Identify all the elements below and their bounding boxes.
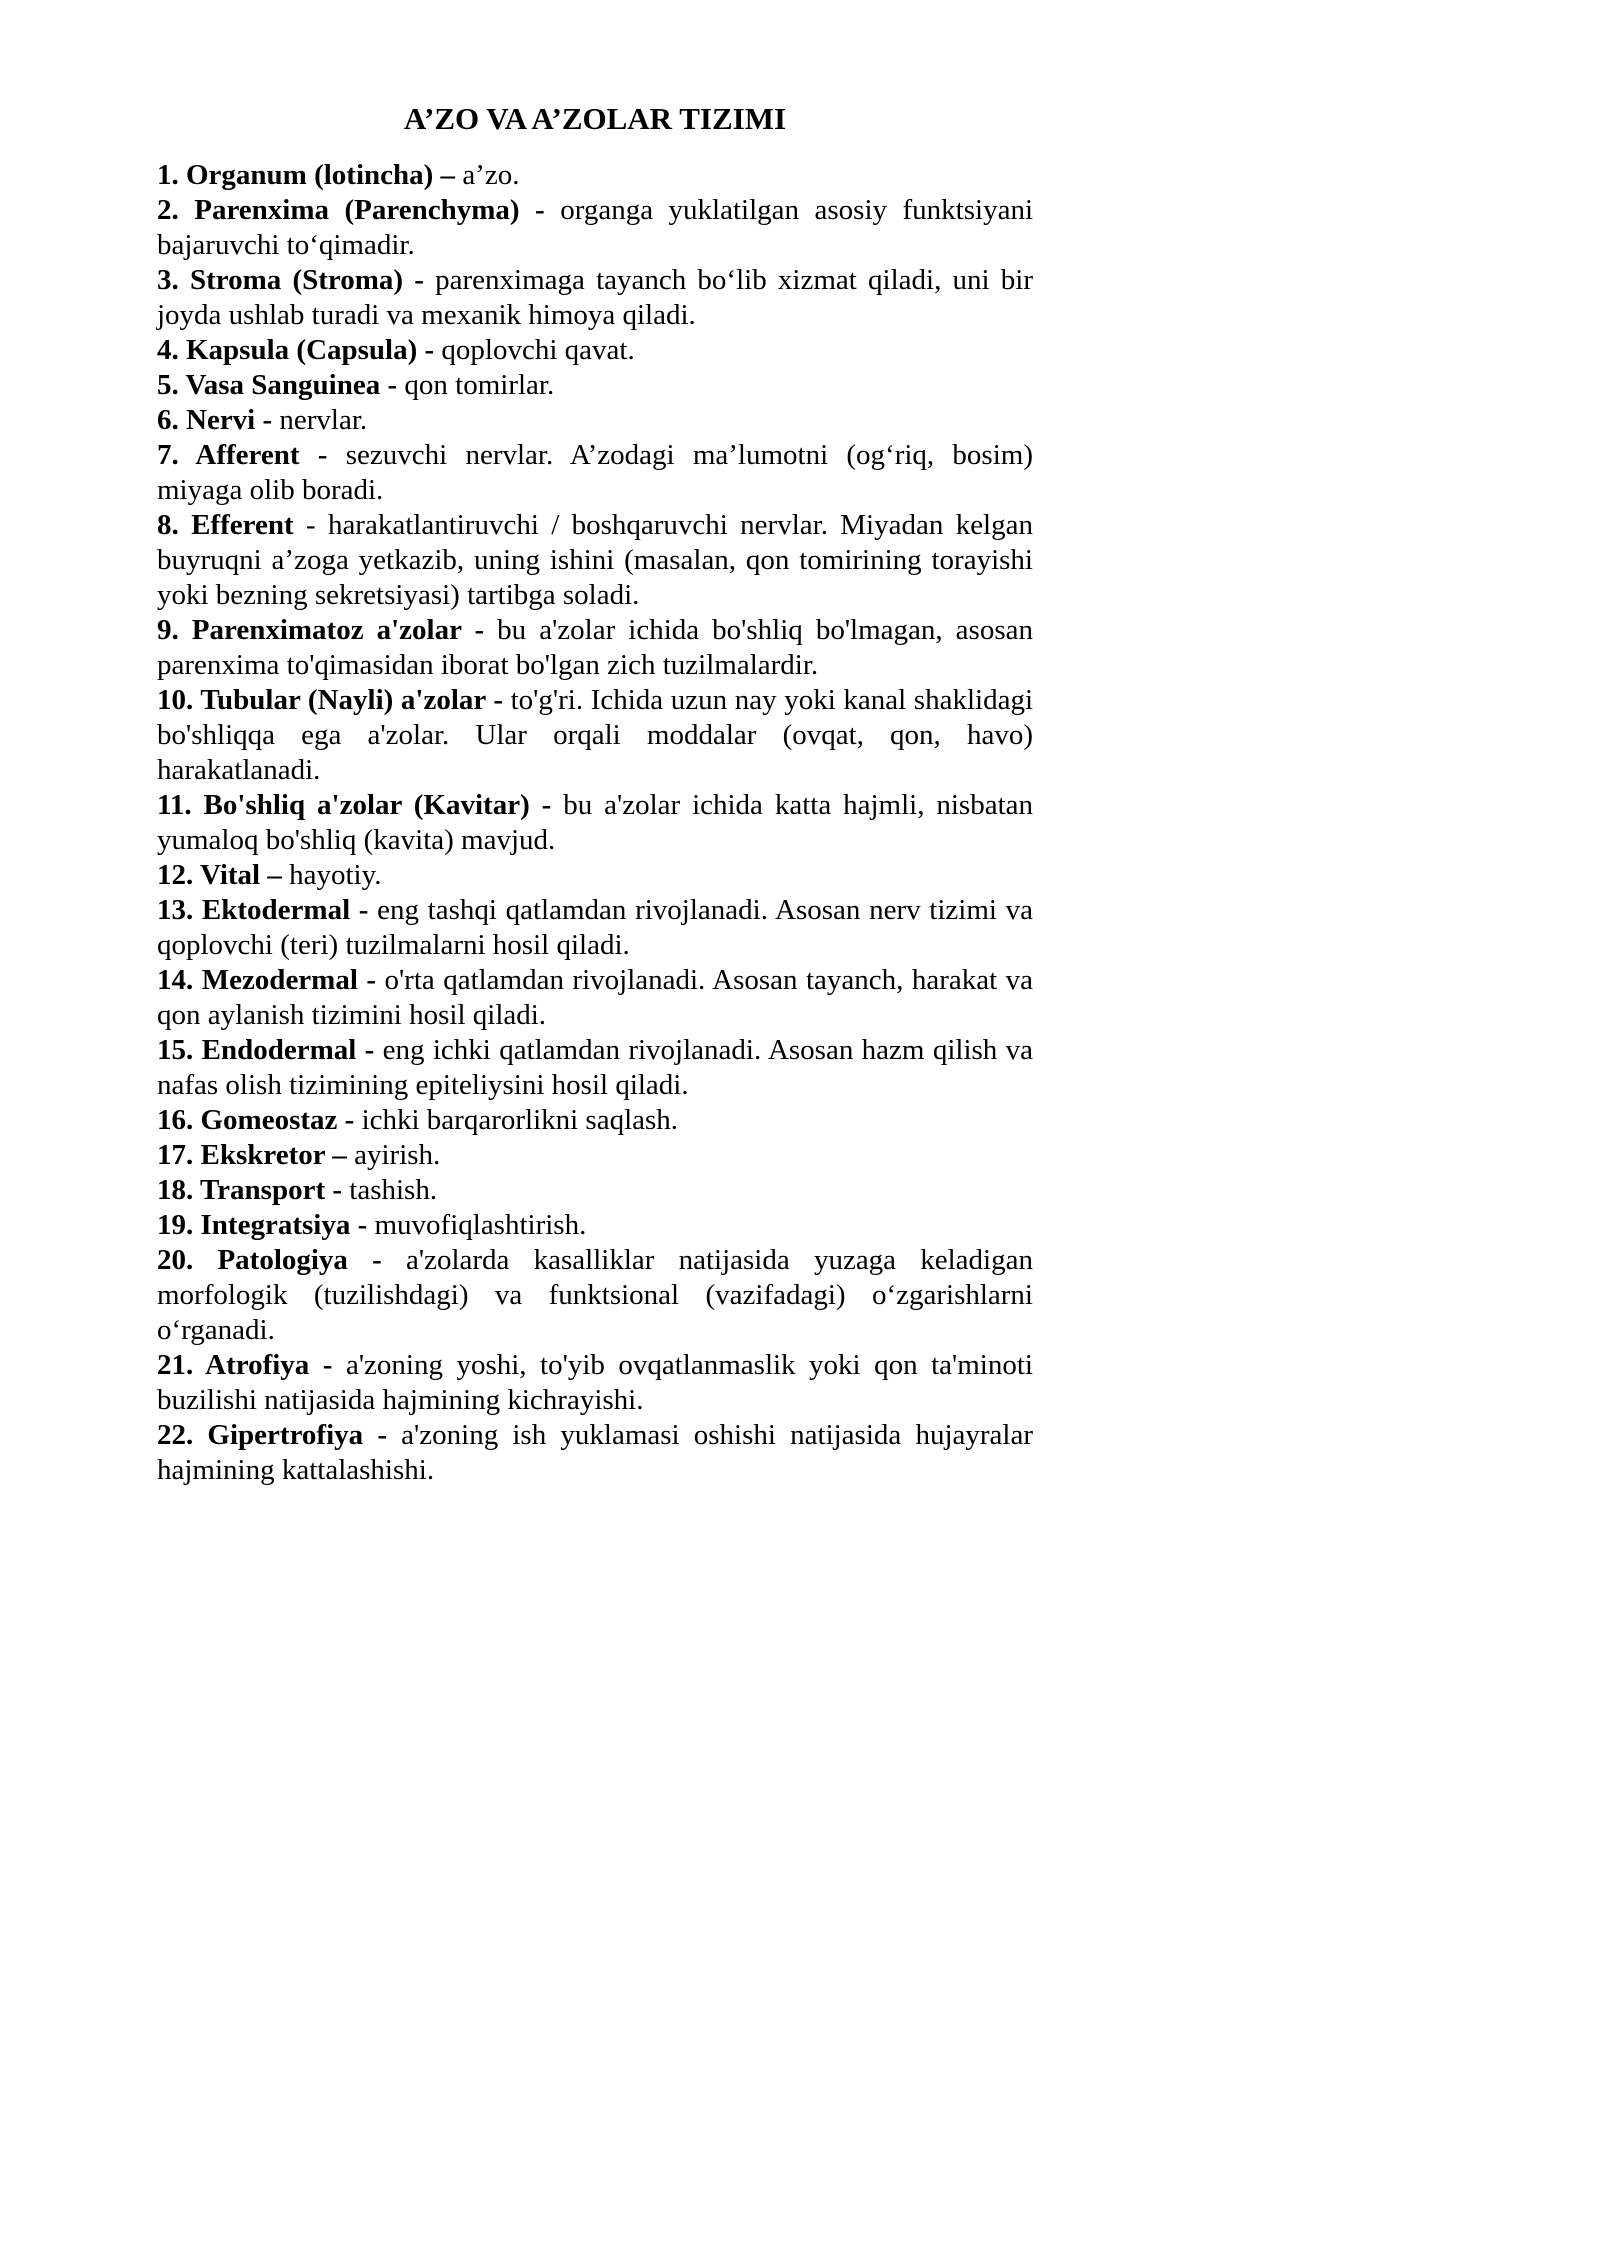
- list-item: [157, 508, 1033, 613]
- list-item: [157, 368, 1033, 403]
- item-definition: o'rta qatlamdan rivojlanadi. Asosan tayanch, harakat va qon aylanish tizimini hosil qiladi.: [157, 964, 1033, 1031]
- list-item: [157, 1103, 1033, 1138]
- item-term: 18. Transport -: [157, 1174, 343, 1206]
- item-term: 4. Kapsula (Capsula) -: [157, 334, 435, 366]
- item-definition: a’zo.: [455, 159, 520, 191]
- list-item: [157, 193, 1033, 263]
- item-definition: a'zolarda kasalliklar natijasida yuzaga keladigan morfologik (tuzilishdagi) va funktsional (vazifadagi) oʻzgarishlarni oʻrganadi.: [157, 1244, 1033, 1346]
- item-term: 1. Organum (lotincha) –: [157, 159, 456, 191]
- item-term: 21. Atrofiya -: [157, 1349, 333, 1381]
- item-definition: ayirish.: [346, 1139, 441, 1171]
- list-item: [157, 1208, 1033, 1243]
- list-item: [157, 1348, 1033, 1418]
- item-term: 17. Ekskretor –: [157, 1139, 347, 1171]
- list-item: [157, 683, 1033, 788]
- item-definition: to'g'ri. Ichida uzun nay yoki kanal shaklidagi bo'shliqqa ega a'zolar. Ular orqali moddalar (ovqat, qon, havo) harakatlanadi.: [157, 684, 1033, 786]
- item-term: 16. Gomeostaz -: [157, 1104, 355, 1136]
- list-item: [157, 1243, 1033, 1348]
- item-definition: a'zoning ish yuklamasi oshishi natijasida hujayralar hajmining kattalashishi.: [157, 1419, 1033, 1486]
- item-term: 5. Vasa Sanguinea -: [157, 369, 398, 401]
- item-definition: ichki barqarorlikni saqlash.: [354, 1104, 679, 1136]
- item-term: 9. Parenximatoz a'zolar -: [157, 614, 485, 646]
- list-item: [157, 158, 1033, 193]
- item-term: 15. Endodermal -: [157, 1034, 375, 1066]
- list-item: [157, 1173, 1033, 1208]
- list-item: [157, 263, 1033, 333]
- item-definition: bu a'zolar ichida bo'shliq bo'lmagan, asosan parenxima to'qimasidan iborat bo'lgan zich tuzilmalardir.: [157, 614, 1034, 681]
- item-definition: eng ichki qatlamdan rivojlanadi. Asosan hazm qilish va nafas olish tizimining epiteliysini hosil qiladi.: [157, 1034, 1034, 1101]
- item-definition: hayotiy.: [281, 859, 382, 891]
- list-item: [157, 1418, 1033, 1488]
- list-item: [157, 893, 1033, 963]
- item-definition: bu a'zolar ichida katta hajmli, nisbatan yumaloq bo'shliq (kavita) mavjud.: [157, 789, 1034, 856]
- item-term: 22. Gipertrofiya -: [157, 1419, 387, 1451]
- item-term: 14. Mezodermal -: [157, 964, 376, 996]
- document-title: A’ZO VA A’ZOLAR TIZIMI: [403, 101, 787, 136]
- item-term: 19. Integratsiya -: [157, 1209, 368, 1241]
- item-definition: parenximaga tayanch boʻlib xizmat qiladi, uni bir joyda ushlab turadi va mexanik himoya qiladi.: [157, 264, 1033, 331]
- item-term: 2. Parenxima (Parenchyma) -: [157, 194, 545, 226]
- item-term: 7. Afferent -: [157, 439, 328, 471]
- list-item: [157, 788, 1033, 858]
- item-definition: sezuvchi nervlar. A’zodagi ma’lumotni (ogʻriq, bosim) miyaga olib boradi.: [157, 439, 1033, 506]
- item-term: 6. Nervi -: [157, 404, 273, 436]
- list-item: [157, 1033, 1033, 1103]
- list-item: [157, 438, 1033, 508]
- item-definition: muvofiqlashtirish.: [367, 1209, 587, 1241]
- item-definition: eng tashqi qatlamdan rivojlanadi. Asosan nerv tizimi va qoplovchi (teri) tuzilmalarni hosil qiladi.: [157, 894, 1033, 961]
- item-definition: a'zoning yoshi, to'yib ovqatlanmaslik yoki qon ta'minoti buzilishi natijasida hajmining kichrayishi.: [157, 1349, 1033, 1416]
- item-term: 11. Bo'shliq a'zolar (Kavitar) -: [157, 789, 552, 821]
- item-term: 12. Vital –: [157, 859, 282, 891]
- list-item: [157, 333, 1033, 368]
- item-term: 13. Ektodermal -: [157, 894, 369, 926]
- list-item: [157, 858, 1033, 893]
- item-term: 10. Tubular (Nayli) a'zolar -: [157, 684, 503, 716]
- item-term: 3. Stroma (Stroma) -: [157, 264, 424, 296]
- list-item: [157, 1138, 1033, 1173]
- list-item: [157, 403, 1033, 438]
- definitions-list: [157, 158, 1033, 1488]
- item-definition: nervlar.: [272, 404, 368, 436]
- item-definition: qoplovchi qavat.: [434, 334, 635, 366]
- item-definition: tashish.: [342, 1174, 438, 1206]
- item-term: 8. Efferent: [157, 509, 294, 541]
- item-definition: qon tomirlar.: [397, 369, 555, 401]
- item-definition: - harakatlantiruvchi / boshqaruvchi nervlar. Miyadan kelgan buyruqni a’zoga yetkazib, uning ishini (masalan, qon tomirining torayishi yoki bezning sekretsiyasi) tartibga soladi.: [157, 509, 1033, 611]
- list-item: [157, 613, 1033, 683]
- item-definition: organga yuklatilgan asosiy funktsiyani bajaruvchi toʻqimadir.: [157, 194, 1034, 261]
- item-term: 20. Patologiya -: [157, 1244, 382, 1276]
- list-item: [157, 963, 1033, 1033]
